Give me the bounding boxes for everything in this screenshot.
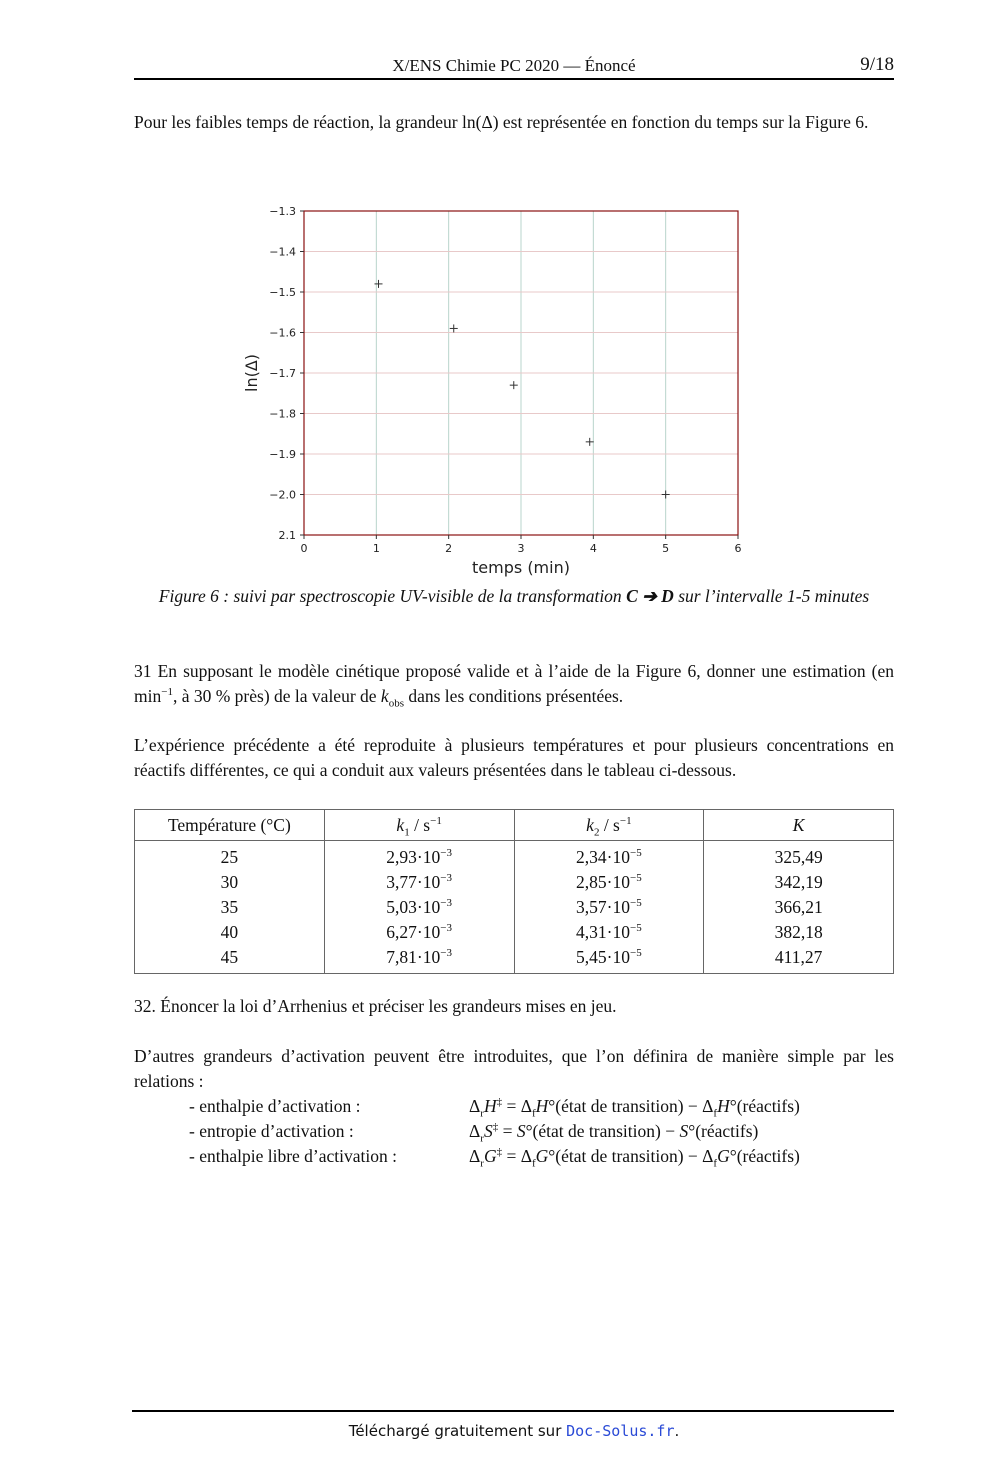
caption-arrow: ➔ (642, 586, 657, 606)
footer-text: Téléchargé gratuitement sur (348, 1422, 567, 1440)
data-point (450, 324, 458, 332)
cell-K: 366,21 (704, 895, 894, 920)
footer-rule (132, 1410, 894, 1412)
cell-K: 325,49 (704, 841, 894, 871)
x-axis-label: temps (min) (472, 558, 570, 577)
definition-row (189, 1094, 889, 1119)
q31-exp: −1 (161, 686, 173, 699)
y-tick-label: −1.6 (269, 326, 296, 340)
table-row (135, 841, 894, 871)
figure-caption (134, 584, 894, 609)
caption-product: D (661, 586, 674, 606)
caption-suffix: sur l’intervalle 1-5 minutes (673, 586, 870, 606)
chart-grid (304, 211, 738, 535)
y-tick-label: −1.9 (269, 448, 296, 461)
cell-k2: $5,45\cdot 10^{-5}$ (514, 945, 704, 974)
data-point (375, 280, 383, 288)
y-tick-label: −1.5 (269, 286, 296, 299)
header-k2: $k_2 / s^{-1}$ (514, 810, 704, 841)
cell-K: 382,18 (704, 920, 894, 945)
x-tick-label: 2 (445, 542, 453, 555)
y-axis-label: ln(Δ) (242, 353, 261, 393)
q31-text2: , à 30 % près) de la valeur de (172, 686, 381, 706)
q31-text3: dans les conditions présentées. (403, 686, 624, 706)
x-tick-label: 4 (589, 542, 597, 555)
q31-text1: 31 En supposant le modèle cinétique proposé valide et à l’aide de la Figure 6, donner une estimation (en min (134, 661, 894, 706)
experience-paragraph: L’expérience précédente a été reproduite à plusieurs températures et pour plusieurs concentrations en réactifs différentes, ce qui a conduit aux valeurs présentées dans le tableau ci-dessous. (134, 735, 894, 780)
q31-k: k (380, 686, 389, 706)
q31-sub: obs (388, 697, 404, 710)
table-row (135, 895, 894, 920)
question-32: 32. Énoncer la loi d’Arrhenius et préciser les grandeurs mises en jeu. (134, 996, 617, 1016)
cell-temperature: 35 (135, 895, 325, 920)
caption-prefix: Figure 6 : suivi par spectroscopie UV-visible de la transformation (158, 586, 627, 606)
y-tick-label: 2.1 (278, 529, 296, 542)
figure-6-chart (230, 195, 760, 585)
cell-K: 342,19 (704, 870, 894, 895)
cell-k1: $6,27\cdot 10^{-3}$ (324, 920, 514, 945)
cell-k2: $2,34\cdot 10^{-5}$ (514, 841, 704, 871)
data-point (662, 491, 670, 499)
cell-temperature: 40 (135, 920, 325, 945)
data-point (586, 438, 594, 446)
header-title: X/ENS Chimie PC 2020 — Énoncé (392, 56, 636, 75)
x-tick-label: 1 (372, 542, 380, 555)
caption-reactant: C (626, 586, 638, 606)
definition-label: - enthalpie d’activation : (189, 1096, 361, 1116)
definition-equation: $\Delta_rS^\ddagger$ = S°(état de transition) − S°(réactifs) (469, 1121, 759, 1145)
definition-label: - enthalpie libre d’activation : (189, 1146, 397, 1166)
header-temperature: Température (°C) (135, 810, 325, 841)
table-header-row (135, 810, 894, 841)
table-row (135, 870, 894, 895)
definition-row (189, 1144, 889, 1169)
cell-k2: $4,31\cdot 10^{-5}$ (514, 920, 704, 945)
data-point (510, 381, 518, 389)
cell-temperature: 25 (135, 841, 325, 871)
y-tick-label: −1.8 (269, 407, 296, 421)
y-tick-label: −1.4 (269, 245, 296, 259)
x-tick-label: 6 (734, 542, 742, 555)
page-number: 9/18 (860, 54, 894, 75)
cell-temperature: 45 (135, 945, 325, 974)
cell-k1: $3,77\cdot 10^{-3}$ (324, 870, 514, 895)
footer-end: . (674, 1422, 680, 1440)
page-footer (0, 1422, 1004, 1440)
page-header (134, 52, 894, 80)
y-tick-label: −2.0 (269, 488, 296, 502)
autres-paragraph: D’autres grandeurs d’activation peuvent être introduites, que l’on définira de manière simple par les relations : (134, 1046, 894, 1091)
table-row (135, 945, 894, 974)
definition-equation: $\Delta_rG^\ddagger$ = $\Delta_fG^\circ(état$ de transition) − $\Delta_fG^\circ(réactifs)$ (469, 1146, 800, 1170)
cell-k2: $2,85\cdot 10^{-5}$ (514, 870, 704, 895)
x-tick-label: 5 (662, 542, 670, 555)
table-row (135, 920, 894, 945)
header-k1: $k_1 / s^{-1}$ (324, 810, 514, 841)
definition-label: - entropie d’activation : (189, 1121, 354, 1141)
activation-definitions (189, 1094, 889, 1169)
y-tick-label: −1.7 (269, 367, 296, 380)
x-tick-label: 3 (517, 542, 525, 555)
cell-K: 411,27 (704, 945, 894, 974)
kinetics-table (134, 809, 894, 974)
cell-k1: $2,93\cdot 10^{-3}$ (324, 841, 514, 871)
cell-k2: $3,57\cdot 10^{-5}$ (514, 895, 704, 920)
question-31 (134, 659, 894, 709)
footer-link[interactable]: Doc-Solus.fr (566, 1422, 675, 1440)
x-tick-label: 0 (300, 542, 308, 555)
intro-paragraph: Pour les faibles temps de réaction, la grandeur ln(Δ) est représentée en fonction du temps sur la Figure 6. (134, 112, 869, 132)
definition-row (189, 1119, 889, 1144)
cell-k1: $5,03\cdot 10^{-3}$ (324, 895, 514, 920)
header-K: K (704, 810, 894, 841)
cell-temperature: 30 (135, 870, 325, 895)
definition-equation: $\Delta_rH^\ddagger$ = $\Delta_fH^\circ(état$ de transition) − $\Delta_fH^\circ(réactifs)$ (469, 1096, 800, 1120)
y-tick-label: −1.3 (269, 205, 296, 218)
cell-k1: $7,81\cdot 10^{-3}$ (324, 945, 514, 974)
